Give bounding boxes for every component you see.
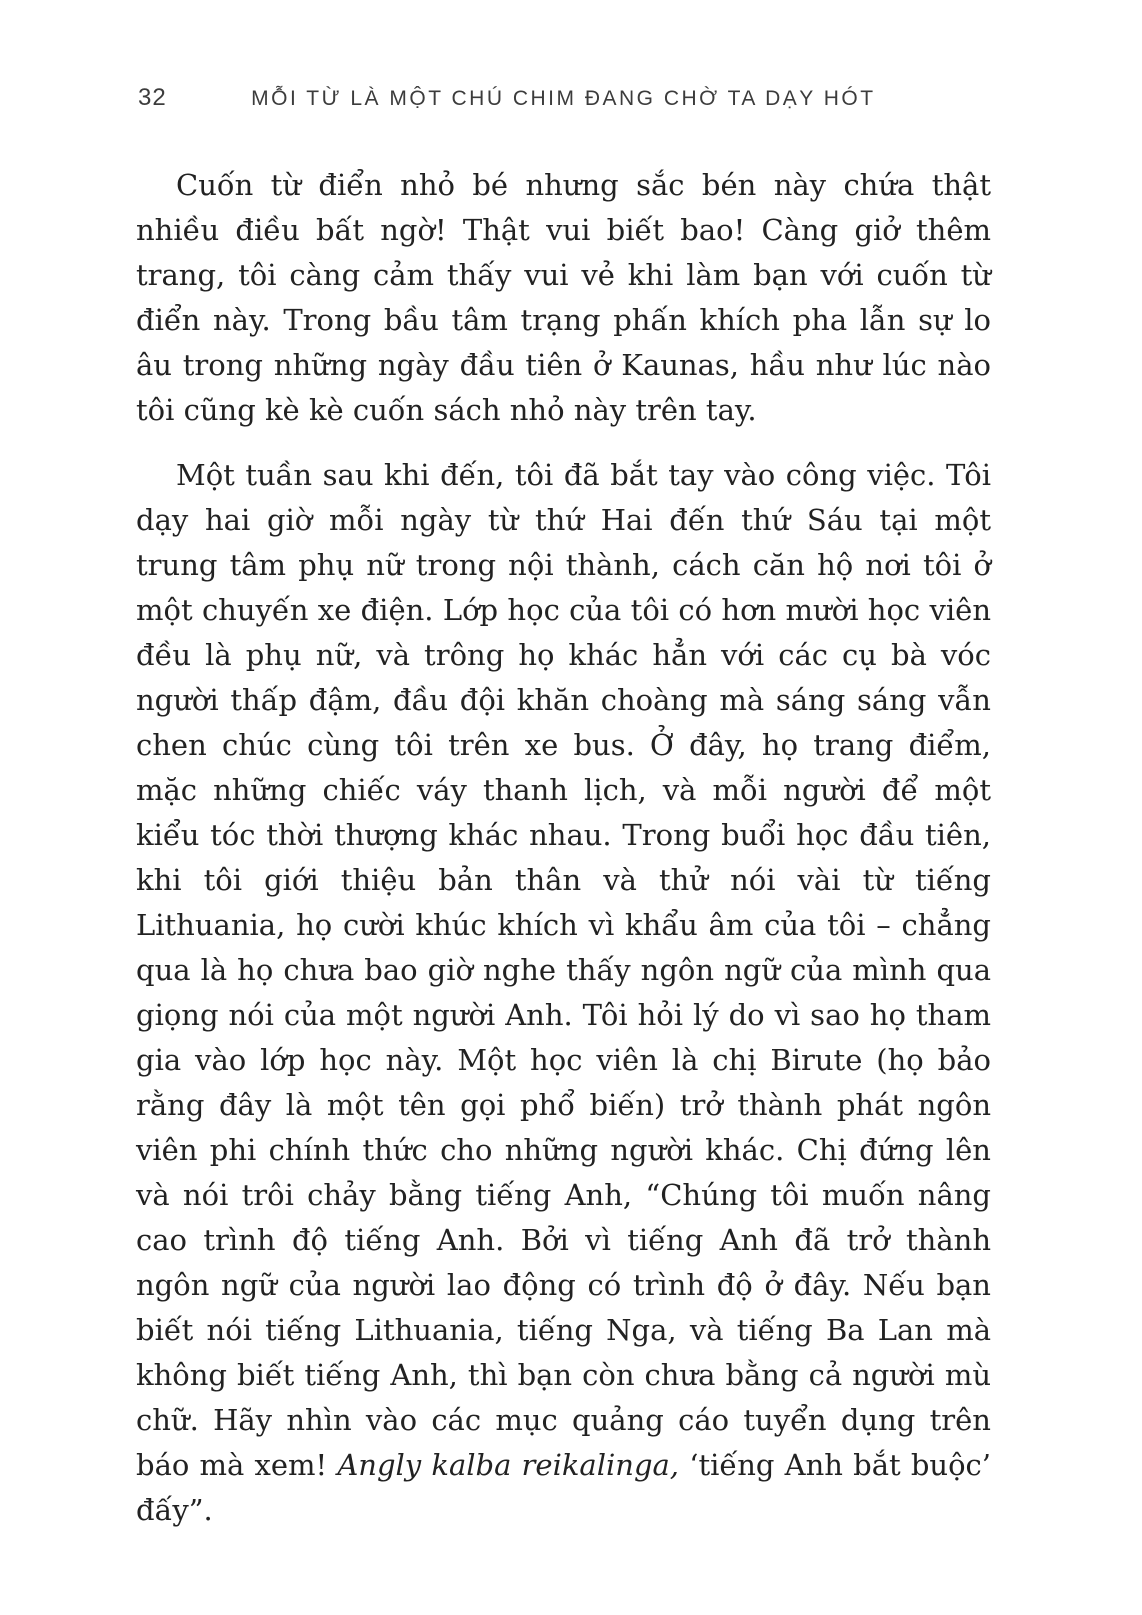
running-title: MỖI TỪ LÀ MỘT CHÚ CHIM ĐANG CHỜ TA DẠY HÓT <box>251 87 876 110</box>
paragraph <box>136 453 991 1533</box>
page-number: 32 <box>138 84 167 111</box>
paragraph <box>136 163 991 433</box>
text-segment: ‘tiếng Anh bắt buộc’ đấy”. <box>136 1448 991 1527</box>
italic-text-segment: Angly kalba reikalinga, <box>337 1448 680 1482</box>
page-header <box>138 84 990 114</box>
text-segment: Cuốn từ điển nhỏ bé nhưng sắc bén này chứa thật nhiều điều bất ngờ! Thật vui biết bao! Càng giở thêm trang, tôi càng cảm thấy vui vẻ khi làm bạn với cuốn từ điển này. Trong bầu tâm trạng phấn khích pha lẫn sự lo âu trong những ngày đầu tiên ở Kaunas, hầu như lúc nào tôi cũng kè kè cuốn sách nhỏ này trên tay. <box>136 168 991 427</box>
page-body <box>136 163 991 1533</box>
text-segment: Một tuần sau khi đến, tôi đã bắt tay vào công việc. Tôi dạy hai giờ mỗi ngày từ thứ Hai đến thứ Sáu tại một trung tâm phụ nữ trong nội thành, cách căn hộ nơi tôi ở một chuyến xe điện. Lớp học của tôi có hơn mười học viên đều là phụ nữ, và trông họ khác hẳn với các cụ bà vóc người thấp đậm, đầu đội khăn choàng mà sáng sáng vẫn chen chúc cùng tôi trên xe bus. Ở đây, họ trang điểm, mặc những chiếc váy thanh lịch, và mỗi người để một kiểu tóc thời thượng khác nhau. Trong buổi học đầu tiên, khi tôi giới thiệu bản thân và thử nói vài từ tiếng Lithuania, họ cười khúc khích vì khẩu âm của tôi – chẳng qua là họ chưa bao giờ nghe thấy ngôn ngữ của mình qua giọng nói của một người Anh. Tôi hỏi lý do vì sao họ tham gia vào lớp học này. Một học viên là chị Birute (họ bảo rằng đây là một tên gọi phổ biến) trở thành phát ngôn viên phi chính thức cho những người khác. Chị đứng lên và nói trôi chảy bằng tiếng Anh, “Chúng tôi muốn nâng cao trình độ tiếng Anh. Bởi vì tiếng Anh đã trở thành ngôn ngữ của người lao động có trình độ ở đây. Nếu bạn biết nói tiếng Lithuania, tiếng Nga, và tiếng Ba Lan mà không biết tiếng Anh, thì bạn còn chưa bằng cả người mù chữ. Hãy nhìn vào các mục quảng cáo tuyển dụng trên báo mà xem! <box>136 458 991 1482</box>
